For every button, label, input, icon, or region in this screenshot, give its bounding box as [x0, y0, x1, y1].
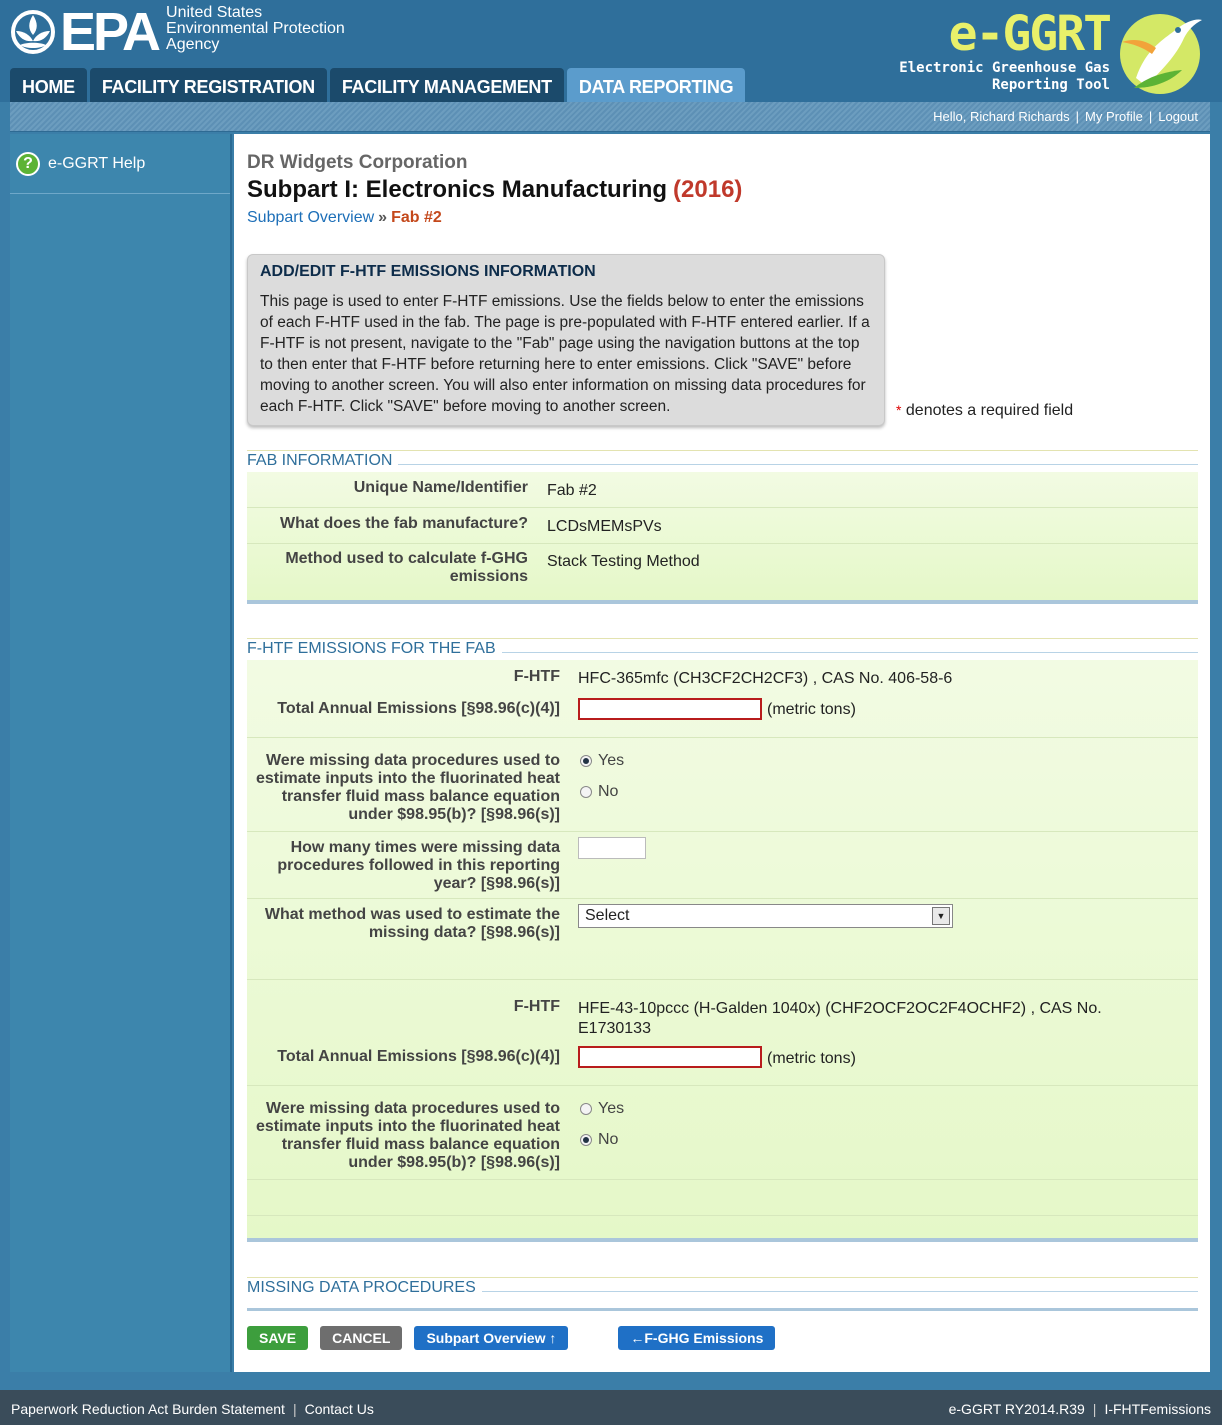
fhtf-1-missing-no[interactable] — [580, 783, 618, 801]
fhtf-1-emissions-input[interactable] — [578, 698, 762, 720]
action-buttons — [247, 1326, 787, 1350]
tab-home[interactable]: HOME — [10, 68, 87, 102]
eggrt-logo — [899, 8, 1110, 94]
fhtf-label: F-HTF — [513, 668, 560, 685]
user-links — [933, 109, 1198, 124]
separator: | — [292, 1401, 297, 1417]
tab-facility-registration[interactable]: FACILITY REGISTRATION — [90, 68, 327, 102]
breadcrumb — [247, 209, 442, 227]
missing-method-label: What method was used to estimate the missing data? [§98.96(s)] — [264, 906, 560, 941]
radio-label: Yes — [598, 752, 625, 769]
fhtf-header — [247, 640, 1198, 662]
epa-logo[interactable] — [10, 2, 345, 62]
paperwork-link[interactable]: Paperwork Reduction Act Burden Statement — [11, 1401, 285, 1417]
fab-method-label: Method used to calculate f-GHG emissions — [285, 550, 528, 585]
eggrt-sub2: Reporting Tool — [991, 77, 1110, 93]
emissions-label: Total Annual Emissions [§98.96(c)(4)] — [277, 700, 560, 717]
radio-icon — [580, 1103, 592, 1115]
select-value: Select — [585, 907, 630, 924]
fhtf-1-method-row — [247, 899, 1198, 980]
fhtf-2-row — [247, 980, 1198, 1086]
agency-line2: Environmental Protection — [166, 20, 345, 37]
help-icon: ? — [16, 152, 40, 176]
fab-manufacture-row — [247, 508, 1198, 544]
divider — [247, 450, 1198, 451]
fhtf-label: F-HTF — [513, 998, 560, 1015]
company-name: DR Widgets Corporation — [247, 152, 468, 173]
breadcrumb-current: Fab #2 — [391, 209, 442, 226]
save-button[interactable]: SAVE — [247, 1326, 308, 1350]
main-content — [234, 134, 1210, 1372]
section-title: FAB INFORMATION — [247, 452, 398, 470]
separator: | — [1148, 109, 1153, 124]
eggrt-sub1: Electronic Greenhouse Gas — [899, 60, 1110, 76]
fhtf-1-times-input[interactable] — [578, 837, 646, 859]
eggrt-wordmark: e-GGRT — [948, 6, 1110, 62]
subpart-overview-button[interactable]: Subpart Overview ↑ — [414, 1326, 568, 1350]
sidebar-item-help[interactable] — [10, 134, 230, 194]
radio-label: No — [598, 783, 619, 800]
fab-info-panel — [247, 472, 1198, 604]
breadcrumb-subpart-overview[interactable]: Subpart Overview — [247, 209, 375, 226]
agency-line3: Agency — [166, 36, 220, 53]
main-nav — [10, 68, 745, 102]
version-label: e-GGRT RY2014.R39 — [948, 1401, 1085, 1417]
cancel-button[interactable]: CANCEL — [320, 1326, 402, 1350]
site-header — [0, 0, 1222, 102]
required-star: * — [896, 402, 902, 418]
separator: | — [1092, 1401, 1097, 1417]
breadcrumb-separator: » — [378, 209, 388, 226]
fghg-emissions-button[interactable]: ←F-GHG Emissions — [618, 1326, 775, 1350]
info-box — [247, 254, 885, 426]
radio-selected-icon — [580, 755, 592, 767]
sidebar — [10, 134, 232, 1372]
epa-wordmark: EPA — [60, 2, 159, 62]
my-profile-link[interactable]: My Profile — [1085, 109, 1143, 124]
agency-name — [166, 5, 345, 53]
fhtf-2-name: HFE-43-10pccc (H-Galden 1040x) (CHF2OCF2OC2F4OCHF2) , CAS No. E1730133 — [578, 1000, 1102, 1037]
agency-line1: United States — [166, 4, 263, 21]
fab-info-header — [247, 452, 1198, 474]
epa-flower-icon — [10, 9, 56, 55]
fab-name-row — [247, 472, 1198, 508]
missing-data-label: Were missing data procedures used to estimate inputs into the fluorinated heat transfer fluid mass balance equation under $98.95(b)? [§98.96(s)] — [255, 752, 560, 823]
site-footer — [0, 1390, 1222, 1425]
fhtf-1-name: HFC-365mfc (CH3CF2CH2CF3) , CAS No. 406-58-6 — [578, 670, 953, 687]
divider — [247, 1308, 1198, 1311]
page-title — [247, 176, 742, 204]
missing-data-label: Were missing data procedures used to estimate inputs into the fluorinated heat transfer fluid mass balance equation under $98.95(b)? [§98.96(s)] — [255, 1100, 560, 1171]
user-greeting: Hello, Richard Richards — [933, 109, 1070, 124]
fhtf-panel — [247, 660, 1198, 1242]
chevron-down-icon: ▼ — [932, 907, 950, 925]
required-note-text: denotes a required field — [905, 402, 1074, 419]
contact-link[interactable]: Contact Us — [304, 1401, 374, 1417]
required-note — [896, 402, 1073, 420]
fhtf-1-row — [247, 660, 1198, 738]
emissions-label: Total Annual Emissions [§98.96(c)(4)] — [277, 1048, 560, 1065]
unit-label: (metric tons) — [767, 1050, 856, 1067]
page-id-label: I-FHTFemissions — [1104, 1401, 1211, 1417]
fab-method-row — [247, 544, 1198, 600]
unit-label: (metric tons) — [767, 701, 856, 718]
missing-times-label: How many times were missing data procedures followed in this reporting year? [§98.96(s)] — [277, 839, 560, 892]
fhtf-1-missing-row — [247, 738, 1198, 832]
fab-name-value: Fab #2 — [547, 482, 597, 499]
tab-data-reporting[interactable]: DATA REPORTING — [567, 68, 745, 102]
user-bar — [10, 102, 1210, 132]
logout-link[interactable]: Logout — [1158, 109, 1198, 124]
divider — [247, 1277, 1198, 1278]
fab-method-value: Stack Testing Method — [547, 553, 700, 570]
section-title: MISSING DATA PROCEDURES — [247, 1279, 482, 1297]
fhtf-2-missing-no[interactable] — [580, 1131, 618, 1149]
subpart-name: Subpart I: Electronics Manufacturing — [247, 176, 668, 203]
fhtf-1-method-select[interactable] — [578, 904, 953, 928]
reporting-year: (2016) — [673, 176, 743, 203]
radio-label: Yes — [598, 1100, 625, 1117]
radio-label: No — [598, 1131, 619, 1148]
fab-manufacture-label: What does the fab manufacture? — [279, 515, 528, 532]
bird-logo-icon — [1116, 8, 1206, 96]
info-title: ADD/EDIT F-HTF EMISSIONS INFORMATION — [260, 263, 596, 280]
sidebar-item-label: e-GGRT Help — [48, 154, 146, 172]
footer-right — [949, 1401, 1211, 1417]
fhtf-2-missing-yes[interactable] — [580, 1100, 624, 1118]
fhtf-2-missing-row — [247, 1086, 1198, 1180]
divider — [247, 638, 1198, 639]
separator: | — [1075, 109, 1080, 124]
fhtf-1-missing-yes[interactable] — [580, 752, 624, 770]
tab-facility-management[interactable]: FACILITY MANAGEMENT — [330, 68, 564, 102]
fhtf-2-emissions-input[interactable] — [578, 1046, 762, 1068]
fab-name-label: Unique Name/Identifier — [353, 479, 528, 496]
radio-icon — [580, 786, 592, 798]
fhtf-1-times-row — [247, 832, 1198, 899]
fab-manufacture-value: LCDsMEMsPVs — [547, 518, 662, 535]
fhtf-2-spacer-row — [247, 1180, 1198, 1216]
info-text: This page is used to enter F-HTF emissions. Use the fields below to enter the emissions of each F-HTF used in the fab. The page is pre-populated with F-HTF entered earlier. If a F-HTF is not present, navigate to the "Fab" page using the navigation buttons at the top to then enter that F-HTF before returning here to enter emissions. Click "SAVE" before moving to another screen. You will also enter information on missing data procedures for each F-HTF. Click "SAVE" before moving to another screen. — [260, 293, 870, 415]
footer-left — [11, 1401, 374, 1417]
missing-data-header — [247, 1279, 1198, 1301]
section-title: F-HTF EMISSIONS FOR THE FAB — [247, 640, 502, 658]
radio-selected-icon — [580, 1134, 592, 1146]
